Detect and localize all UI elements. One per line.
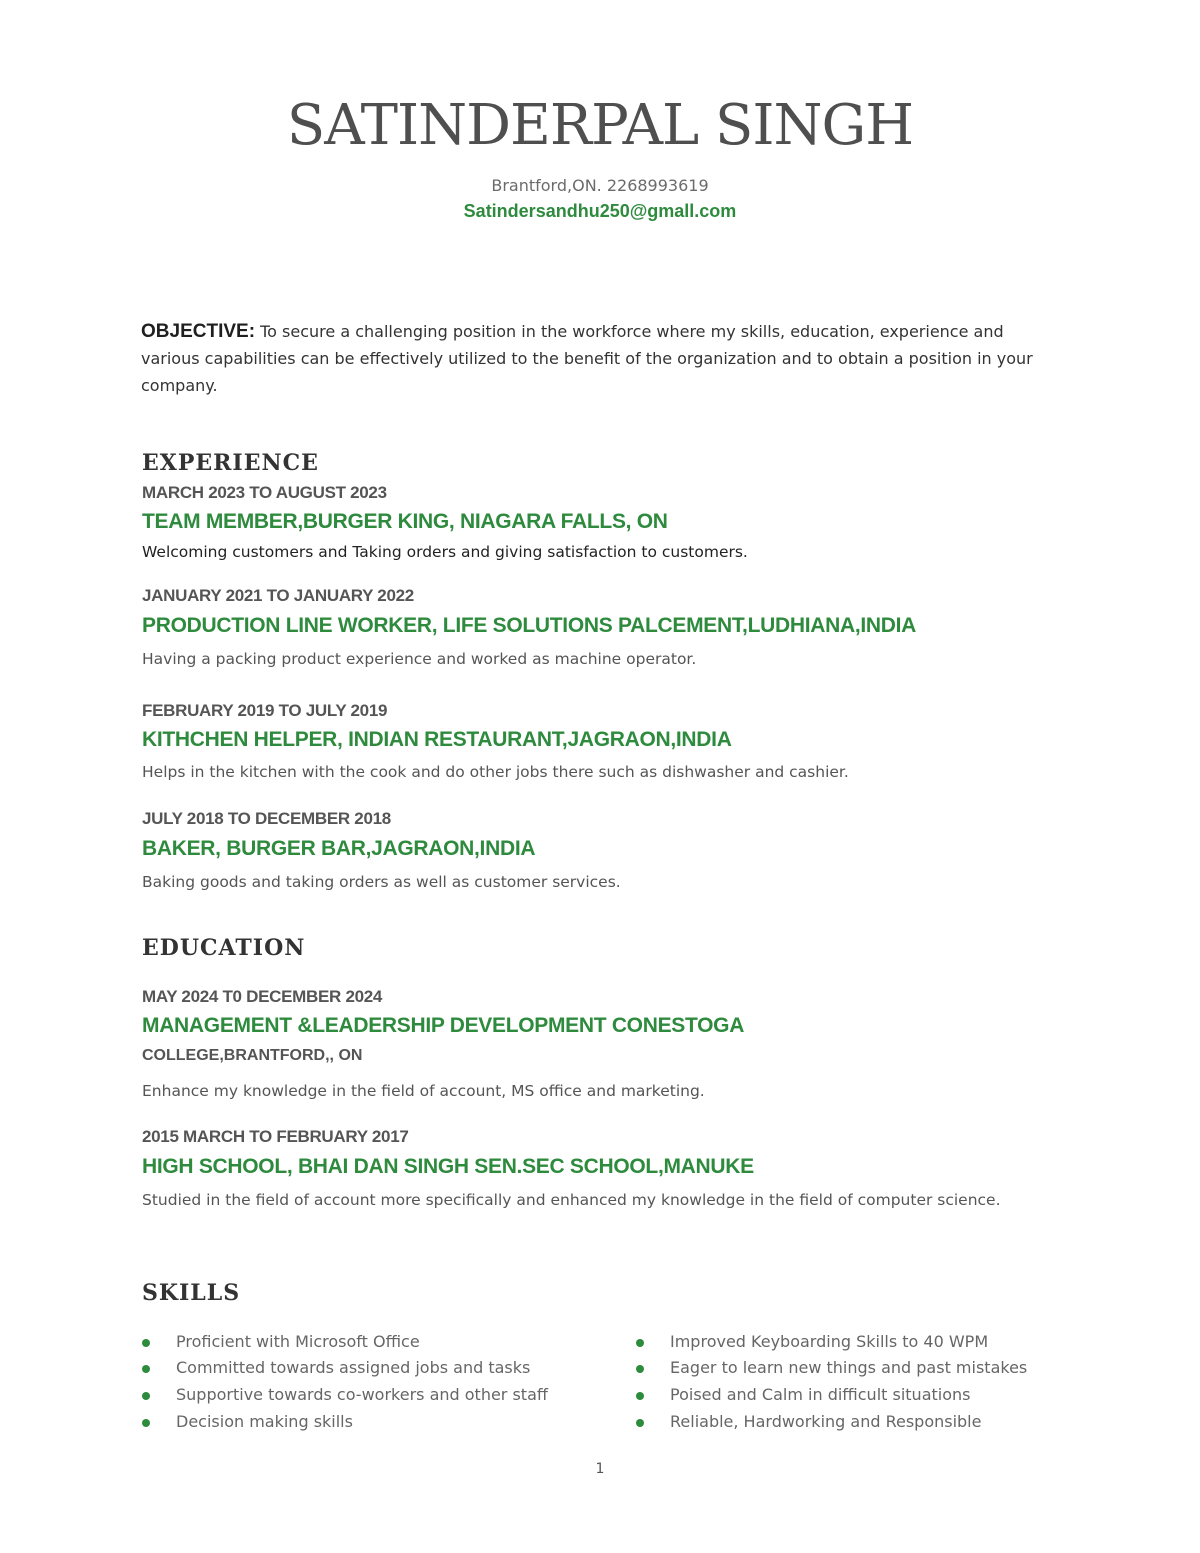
experience-title: PRODUCTION LINE WORKER, LIFE SOLUTIONS PALCEMENT,LUDHIANA,INDIA — [142, 614, 917, 637]
experience-date: MARCH 2023 TO AUGUST 2023 — [142, 483, 387, 502]
education-description: Enhance my knowledge in the field of account, MS office and marketing. — [142, 1082, 705, 1100]
education-title-continued: COLLEGE,BRANTFORD,, ON — [142, 1047, 363, 1064]
skill-item: Eager to learn new things and past mistakes — [636, 1358, 1027, 1377]
education-description: Studied in the field of account more specifically and enhanced my knowledge in the field of computer science. — [142, 1191, 1001, 1209]
page-number: 1 — [595, 1461, 605, 1477]
email-link[interactable]: Satindersandhu250@gmall.com — [463, 201, 737, 221]
experience-title: BAKER, BURGER BAR,JAGRAON,INDIA — [142, 837, 536, 860]
experience-date: JULY 2018 TO DECEMBER 2018 — [142, 809, 391, 828]
experience-heading: EXPERIENCE — [142, 450, 319, 476]
experience-title: TEAM MEMBER,BURGER KING, NIAGARA FALLS, ON — [142, 510, 668, 533]
education-date: 2015 MARCH TO FEBRUARY 2017 — [142, 1127, 409, 1146]
experience-date: FEBRUARY 2019 TO JULY 2019 — [142, 701, 388, 720]
skill-item: Decision making skills — [142, 1412, 353, 1431]
education-title: HIGH SCHOOL, BHAI DAN SINGH SEN.SEC SCHOOL,MANUKE — [142, 1155, 754, 1178]
objective-text: To secure a challenging position in the workforce where my skills, education, experience and various capabilities can be effectively utilized to the benefit of the organization and to obtain a position in your company. — [141, 322, 1033, 395]
skill-item: Reliable, Hardworking and Responsible — [636, 1412, 981, 1431]
experience-description: Having a packing product experience and worked as machine operator. — [142, 650, 697, 668]
experience-title: KITHCHEN HELPER, INDIAN RESTAURANT,JAGRAON,INDIA — [142, 728, 732, 751]
applicant-name: SATINDERPAL SINGH — [286, 93, 914, 158]
skill-item: Poised and Calm in difficult situations — [636, 1385, 970, 1404]
objective-label: OBJECTIVE: — [141, 321, 256, 342]
experience-description: Baking goods and taking orders as well as customer services. — [142, 873, 621, 891]
education-heading: EDUCATION — [142, 935, 306, 961]
objective-paragraph — [141, 318, 1061, 399]
skill-item: Committed towards assigned jobs and tasks — [142, 1358, 530, 1377]
skill-item: Proficient with Microsoft Office — [142, 1332, 420, 1351]
contact-line: Brantford,ON. 2268993619 — [491, 176, 709, 195]
education-title: MANAGEMENT &LEADERSHIP DEVELOPMENT CONESTOGA — [142, 1014, 745, 1037]
experience-date: JANUARY 2021 TO JANUARY 2022 — [142, 586, 414, 605]
experience-description: Welcoming customers and Taking orders and giving satisfaction to customers. — [142, 543, 748, 561]
skill-item: Supportive towards co-workers and other staff — [142, 1385, 548, 1404]
skills-heading: SKILLS — [142, 1280, 241, 1306]
skill-item: Improved Keyboarding Skills to 40 WPM — [636, 1332, 988, 1351]
experience-description: Helps in the kitchen with the cook and do other jobs there such as dishwasher and cashier. — [142, 763, 849, 781]
education-date: MAY 2024 T0 DECEMBER 2024 — [142, 987, 383, 1006]
